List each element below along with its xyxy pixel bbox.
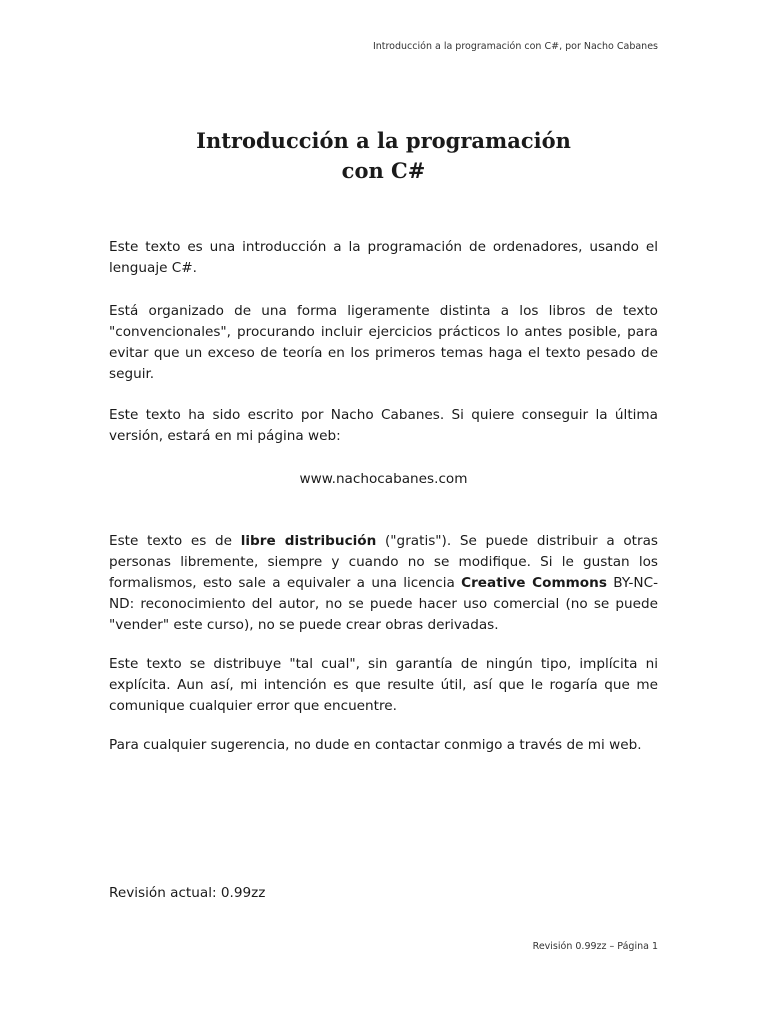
license-creative-commons: Creative Commons [461,575,607,591]
paragraph-intro: Este texto es una introducción a la programación de ordenadores, usando el lenguaje C#. [109,239,658,276]
revision-line: Revisión actual: 0.99zz [109,885,266,901]
title-line-2: con C# [341,158,426,183]
running-header: Introducción a la programación con C#, por Nacho Cabanes [372,41,658,52]
website-url: www.nachocabanes.com [299,471,468,487]
title-line-1: Introducción a la programación [196,128,571,153]
license-text-2: ("gratis"). Se puede distribuir a otras personas libremente, siempre y cuando no se modifique. Si le gustan los formalismos, esto sale a equivaler a una licencia [109,533,659,591]
page-footer: Revisión 0.99zz – Página 1 [532,941,658,952]
paragraph-disclaimer: Este texto se distribuye "tal cual", sin garantía de ningún tipo, implícita ni explícita. Aun así, mi intención es que resulte útil, así que le rogaría que me comunique cualquier error que encuentre. [109,656,658,714]
license-text-3: BY-NC-ND: reconocimiento del autor, no se puede hacer uso comercial (no se puede "vender" este curso), no se puede crear obras derivadas. [109,575,658,633]
license-text-1: Este texto es de [109,533,241,549]
paragraph-author: Este texto ha sido escrito por Nacho Cabanes. Si quiere conseguir la última versión, estará en mi página web: [109,407,658,444]
paragraph-license [109,531,658,636]
license-free-distribution: libre distribución [240,533,377,549]
paragraph-contact: Para cualquier sugerencia, no dude en contactar conmigo a través de mi web. [109,737,642,753]
document-title [109,126,658,186]
paragraph-organization: Está organizado de una forma ligeramente distinta a los libros de texto "convencionales", procurando incluir ejercicios prácticos lo antes posible, para evitar que un exceso de teoría en los primeros temas haga el texto pesado de seguir. [109,303,658,382]
